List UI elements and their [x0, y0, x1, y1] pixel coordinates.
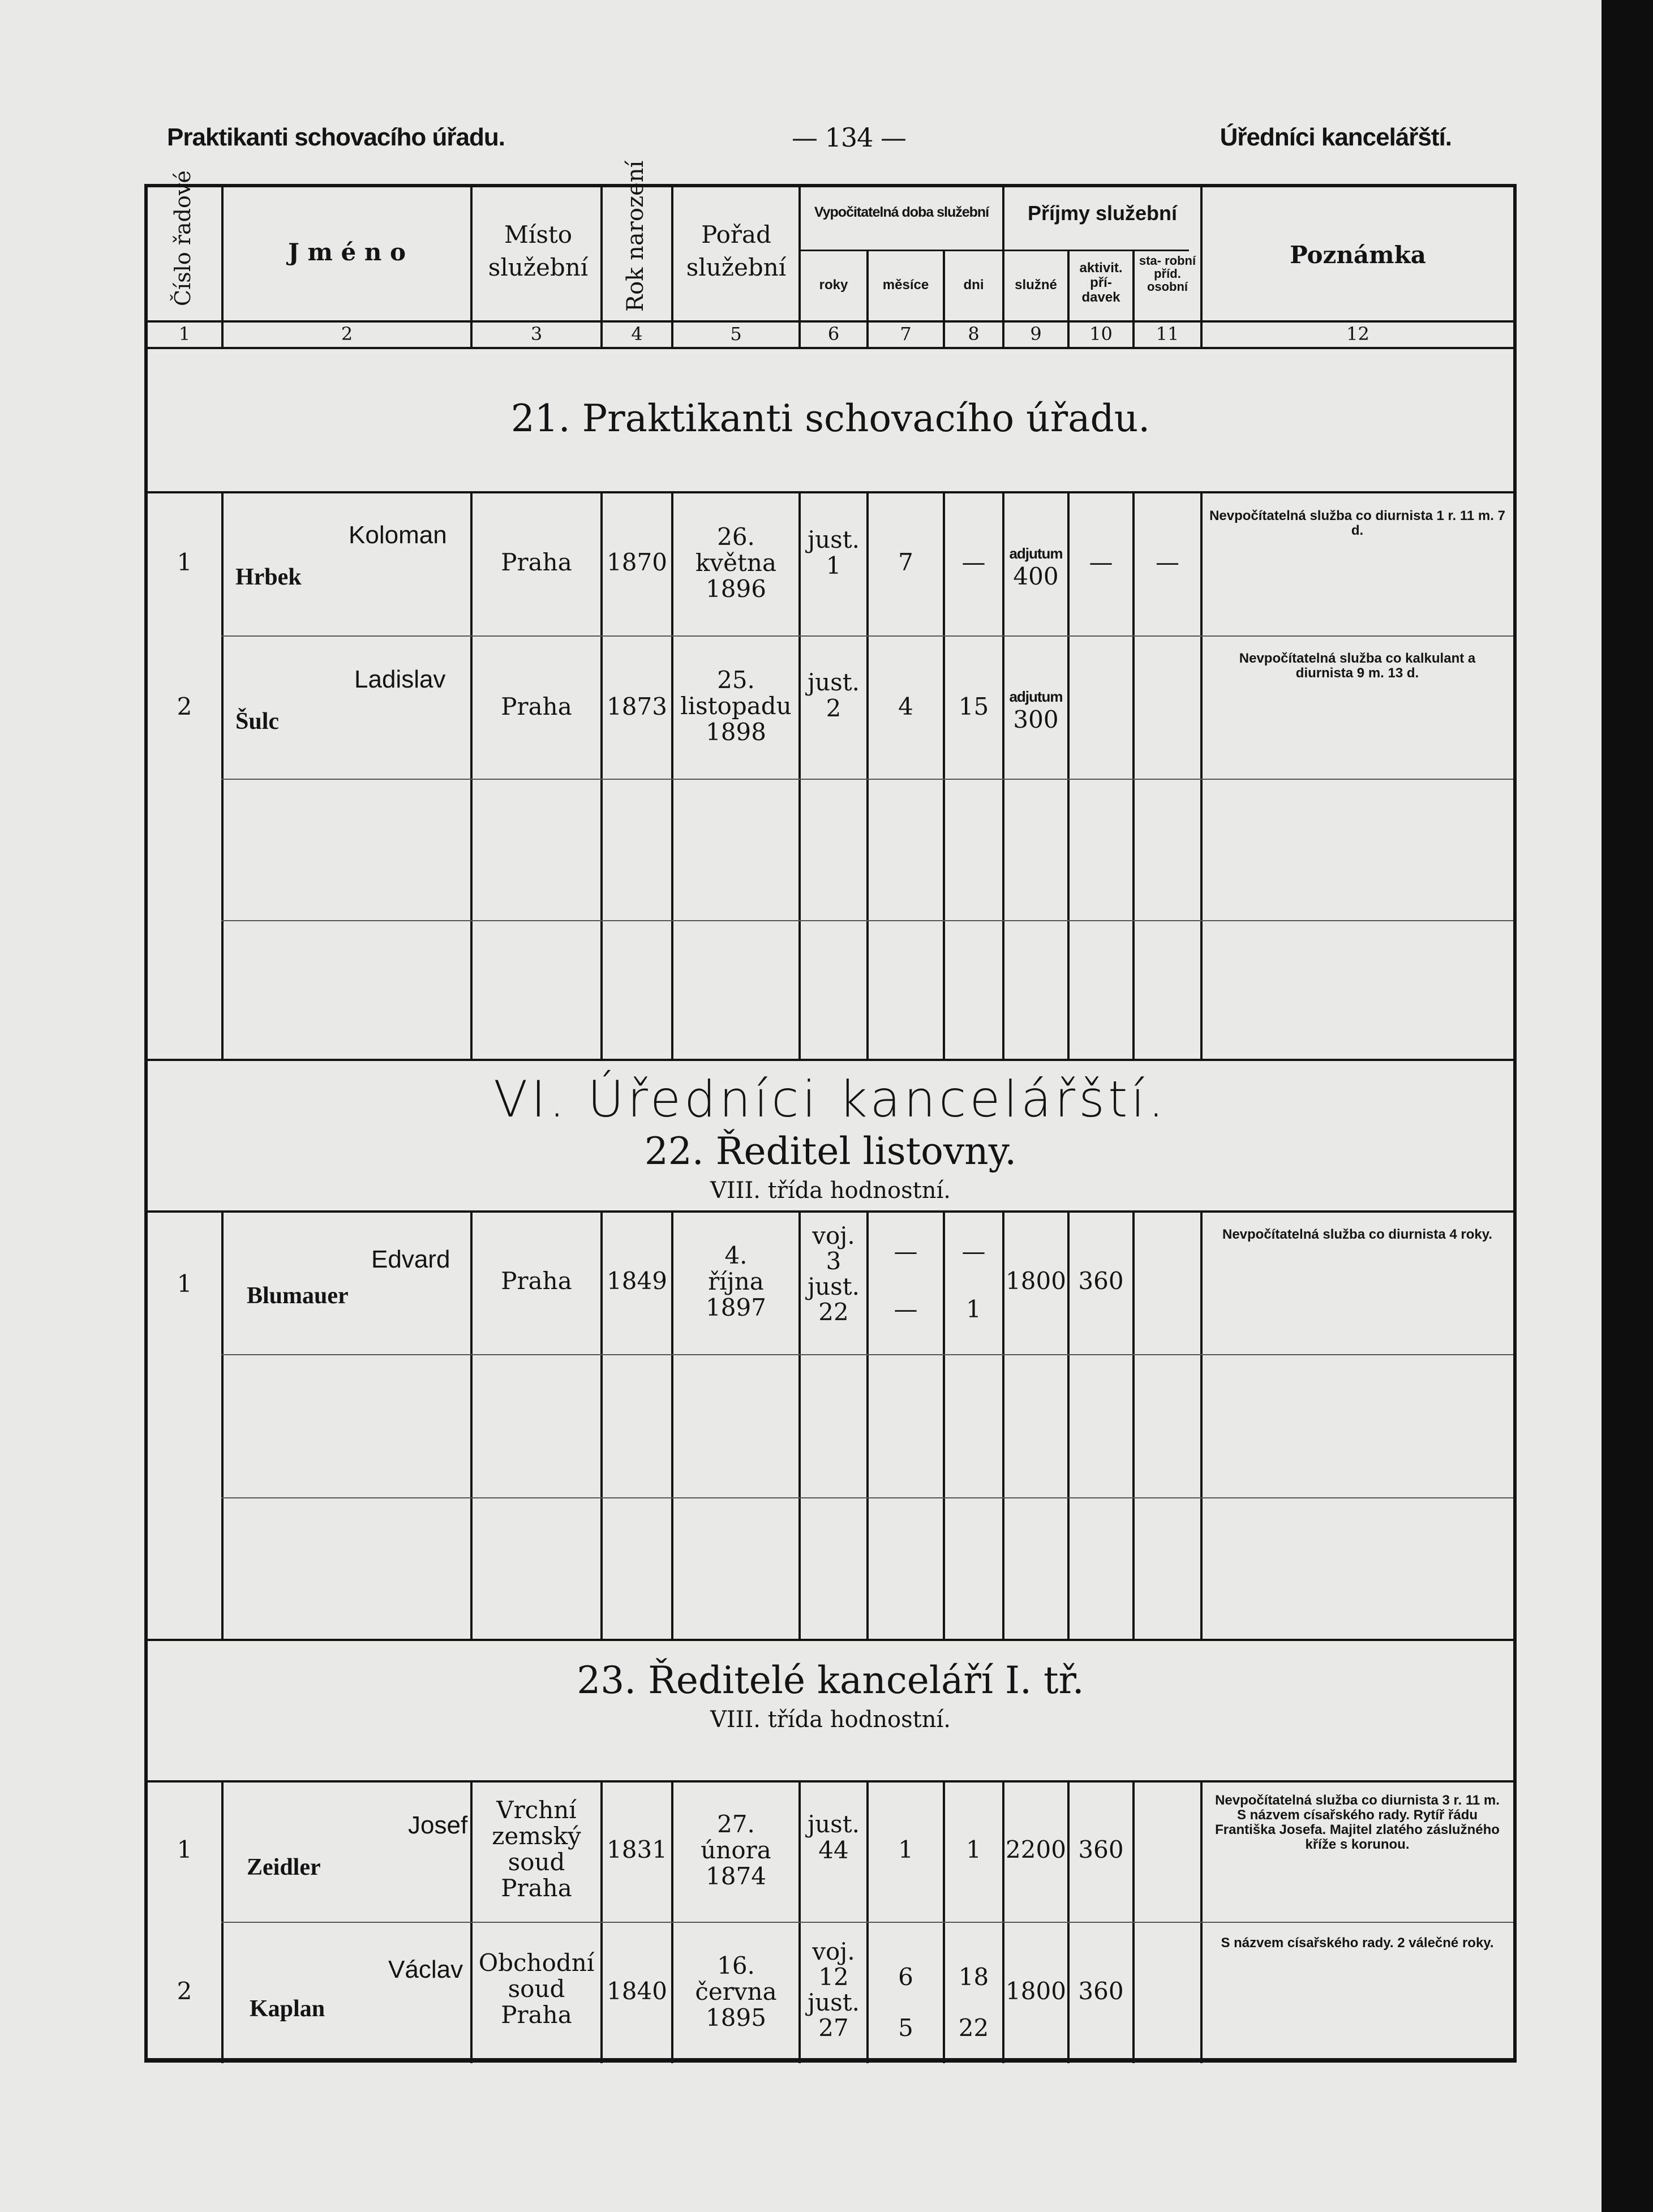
col-header-vypocitatelna: Vypočitatelná doba služební [814, 204, 989, 220]
s21-vl [600, 491, 603, 1059]
register-table [144, 160, 1517, 2063]
s22-vl [866, 1210, 869, 1639]
order-day: 27. [717, 1810, 755, 1838]
days: 15 [958, 693, 989, 720]
col-header-dni: dni [963, 277, 984, 293]
order-day: 4. [724, 1242, 748, 1269]
place: Praha [501, 1267, 572, 1295]
row-number: 2 [177, 1977, 192, 2005]
place: Praha [501, 1874, 572, 1902]
col-header-jmeno: J m é n o [287, 238, 406, 266]
months: — [894, 1295, 918, 1323]
surname: Šulc [235, 708, 280, 735]
years-label: just. [808, 1273, 860, 1300]
row-rule [221, 920, 1513, 921]
col-header-porad: Pořad služební [686, 221, 787, 281]
s22-bottom-rule [148, 1639, 1513, 1641]
place: Praha [501, 693, 572, 720]
col-number: 4 [631, 323, 643, 345]
years-value: 27 [818, 2014, 849, 2042]
s21-vl [866, 491, 869, 1059]
place: Praha [501, 2001, 572, 2029]
subheader-rule [798, 250, 1189, 251]
days: — [961, 1238, 986, 1265]
years-label: voj. [812, 1938, 855, 1965]
row-rule [221, 1922, 1513, 1923]
row-number: 1 [177, 548, 192, 576]
col-number: 5 [730, 323, 742, 345]
s22-vl [1200, 1210, 1203, 1639]
years-label: just. [808, 1810, 860, 1838]
section-23-rank: VIII. třída hodnostní. [710, 1707, 951, 1733]
col-header-mesice: měsíce [882, 277, 929, 293]
s21-bottom-rule [148, 1059, 1513, 1061]
activity-allowance: 360 [1078, 1267, 1124, 1295]
running-header-left: Praktikanti schovacího úřadu. [167, 123, 505, 151]
surname: Zeidler [247, 1854, 321, 1880]
months: 6 [898, 1963, 913, 1991]
salary: 1800 [1006, 1267, 1066, 1295]
years-label: just. [808, 526, 860, 553]
section-vi-title: VI. Úředníci kancelářští. [493, 1070, 1167, 1128]
remark: Nevpočítatelná služba co kalkulant a diurnista 9 m. 13 d. [1239, 651, 1476, 681]
order-year: 1874 [706, 1862, 766, 1890]
col-header-cislo: Číslo řadové [170, 170, 195, 306]
section-23-rule [148, 1780, 1513, 1783]
colnum-bottom-rule [148, 347, 1513, 349]
col-header-misto: Místo služební [488, 221, 589, 281]
activity-allowance: 360 [1078, 1836, 1124, 1863]
remark: Nevpočítatelná služba co diurnista 1 r. 11 m. 7 d. [1209, 508, 1505, 538]
years-value: 44 [818, 1836, 849, 1864]
s21-vl [943, 491, 945, 1059]
order-day: 26. [717, 523, 755, 551]
place: Praha [501, 548, 572, 576]
scan-edge [1602, 0, 1653, 2212]
col-number: 2 [341, 323, 353, 345]
days: 1 [966, 1295, 981, 1323]
age-allowance: — [1156, 548, 1179, 576]
s22-vl [943, 1210, 945, 1639]
salary: 2200 [1006, 1836, 1066, 1863]
section-22-rule [148, 1210, 1513, 1213]
surname: Blumauer [247, 1283, 349, 1309]
months: 1 [898, 1836, 913, 1863]
surname: Kaplan [250, 1996, 325, 2022]
order-month: listopadu [680, 692, 792, 720]
col-number: 8 [968, 323, 980, 345]
s21-vl [1200, 491, 1203, 1059]
row-rule [221, 1354, 1513, 1355]
running-header-right: Úředníci kancelářští. [1220, 123, 1452, 151]
first-name: Josef [408, 1811, 468, 1839]
adjutum-label: adjutum [1009, 545, 1063, 562]
first-name: Edvard [371, 1245, 450, 1273]
s21-vl [1132, 491, 1135, 1059]
place: Vrchní [496, 1796, 577, 1824]
s22-vl [1132, 1210, 1135, 1639]
row-rule [221, 779, 1513, 780]
birth-year: 1849 [607, 1267, 667, 1295]
years-value: 1 [826, 552, 841, 579]
days: 18 [958, 1963, 989, 1991]
months: 7 [898, 548, 913, 576]
col-header-aktivit: aktivit. pří- davek [1079, 260, 1123, 305]
col-header-prijmy: Příjmy služební [1027, 201, 1178, 225]
row-rule [221, 1497, 1513, 1498]
order-month: května [695, 549, 776, 577]
order-year: 1898 [706, 718, 766, 746]
place: zemský [492, 1822, 581, 1850]
col-header-roky: roky [819, 277, 848, 293]
s21-vl [470, 491, 473, 1059]
remark: S názvem císařského rady. 2 válečné roky. [1221, 1935, 1494, 1951]
salary: 300 [1013, 706, 1059, 733]
first-name: Ladislav [354, 665, 446, 693]
col-number: 10 [1089, 323, 1113, 345]
adjutum-label: adjutum [1009, 688, 1063, 705]
years-value: 22 [818, 1298, 849, 1326]
order-month: června [695, 1978, 777, 2005]
days: 1 [966, 1836, 981, 1863]
birth-year: 1873 [607, 693, 667, 720]
col-number: 3 [530, 323, 543, 345]
header-bottom-rule [148, 320, 1513, 323]
row-number: 2 [177, 693, 192, 720]
order-year: 1895 [706, 2004, 766, 2031]
order-day: 16. [717, 1952, 755, 1979]
years-label: just. [808, 1988, 860, 2016]
birth-year: 1870 [607, 548, 667, 576]
section-21-rule [148, 491, 1513, 493]
col-header-starobni: sta- robní příd. osobní [1139, 254, 1196, 294]
months: 5 [898, 2014, 913, 2042]
birth-year: 1831 [607, 1836, 667, 1863]
section-22-rank: VIII. třída hodnostní. [710, 1178, 951, 1204]
col-number: 1 [178, 323, 191, 345]
col-header-poznamka: Poznámka [1290, 241, 1426, 269]
years-value: 2 [826, 694, 841, 722]
birth-year: 1840 [607, 1977, 667, 2005]
days: — [961, 548, 986, 576]
salary: 1800 [1006, 1977, 1066, 2005]
order-year: 1897 [706, 1294, 766, 1321]
section-23-title: 23. Ředitelé kanceláří I. tř. [577, 1659, 1084, 1702]
remark: Nevpočítatelná služba co diurnista 4 roky. [1222, 1227, 1493, 1242]
years-value: 12 [818, 1963, 849, 1991]
row-number: 1 [177, 1270, 192, 1298]
place: soud [508, 1975, 565, 2003]
section-21-title: 21. Praktikanti schovacího úřadu. [510, 397, 1150, 440]
s21-vl [1067, 491, 1070, 1059]
years-value: 3 [826, 1247, 841, 1275]
first-name: Koloman [349, 521, 447, 549]
row-rule [221, 635, 1513, 637]
place: soud [508, 1848, 565, 1876]
first-name: Václav [388, 1956, 463, 1983]
col-number: 6 [827, 323, 840, 345]
activity-allowance: 360 [1078, 1977, 1124, 2005]
order-year: 1896 [706, 575, 766, 603]
activity-allowance: — [1089, 548, 1113, 576]
s22-vl [221, 1210, 224, 1639]
years-label: voj. [812, 1222, 855, 1249]
row-number: 1 [177, 1836, 192, 1863]
years-label: just. [808, 668, 860, 696]
salary: 400 [1013, 562, 1059, 590]
order-month: února [701, 1836, 771, 1864]
col-number: 12 [1346, 323, 1369, 345]
order-month: října [708, 1268, 764, 1295]
col-header-sluzne: služné [1015, 277, 1057, 293]
place: Obchodní [478, 1949, 595, 1977]
days: 22 [958, 2014, 989, 2042]
months: — [894, 1238, 918, 1265]
page-number: — 134 — [791, 122, 907, 153]
surname: Hrbek [235, 564, 302, 590]
s21-vl [221, 491, 224, 1059]
months: 4 [898, 693, 913, 720]
col-number: 7 [900, 323, 912, 345]
order-day: 25. [717, 666, 755, 694]
section-22-title: 22. Ředitel listovny. [644, 1129, 1017, 1173]
remark: Nevpočítatelná služba co diurnista 3 r. 11 m. S názvem císařského rady. Rytíř řádu Františka Josefa. Majitel zlatého záslužného kříže s korunou. [1215, 1793, 1500, 1852]
col-number: 11 [1156, 323, 1179, 345]
col-number: 9 [1030, 323, 1042, 345]
col-header-rok: Rok narození [622, 160, 649, 312]
